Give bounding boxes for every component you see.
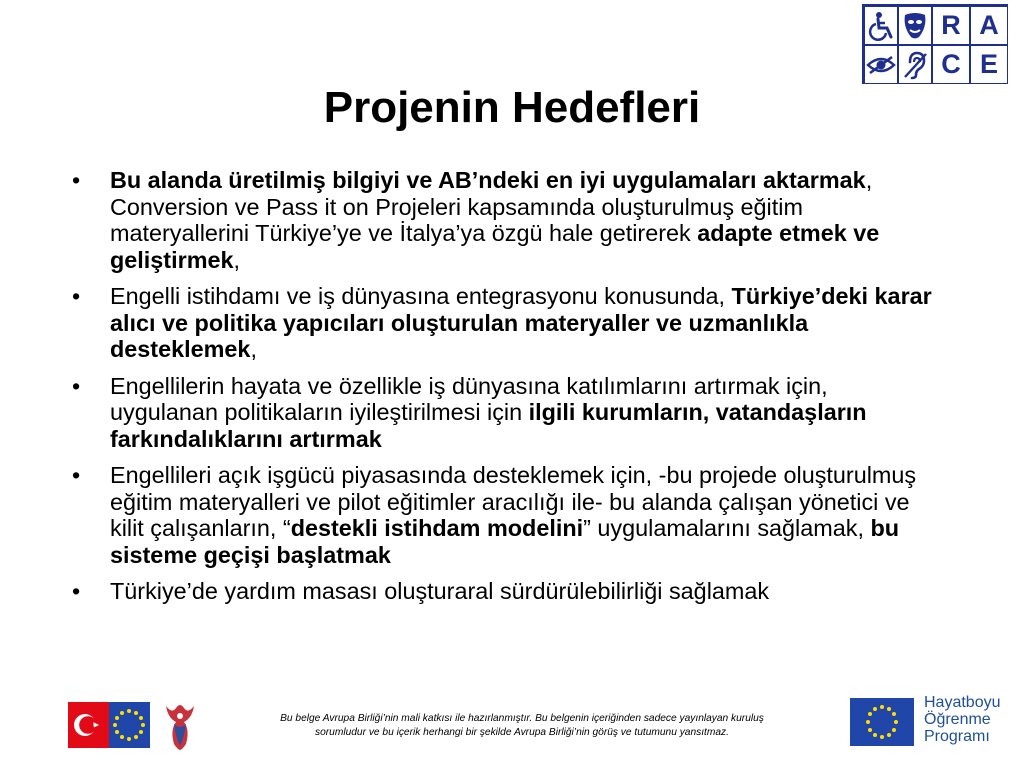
disclaimer-line: sorumludur ve bu içerik herhangi bir şekilde Avrupa Birliği’nin görüş ve tutumunu yansıtmaz. — [315, 727, 729, 738]
program-name-line: Hayatboyu — [924, 694, 1001, 711]
logo-letter-c: C — [932, 45, 970, 84]
bullet-text-bold: bu sisteme geçişi başlatmak — [110, 515, 900, 568]
program-name — [924, 694, 1001, 745]
list-item — [72, 373, 942, 453]
bullet-text: , — [233, 246, 241, 273]
logo-letter-r: R — [932, 6, 970, 45]
bullet-icon: • — [72, 283, 81, 309]
page-title: Projenin Hedefleri — [323, 83, 701, 132]
bullet-icon: • — [72, 578, 81, 604]
bullet-text: Engellileri açık işgücü piyasasında desteklemek için, -bu projede oluşturulmuş eğitim materyalleri ve pilot eğitimler aracılığı ile- bu alanda çalışan yönetici ve kilit çalışanların, “ — [110, 462, 917, 541]
bullet-text-bold: destekli istihdam modelini — [290, 515, 584, 541]
bullet-text-bold: Bu alanda üretilmiş bilgiyi ve AB’ndeki en iyi uygulamaları aktarmak — [110, 167, 866, 193]
bullet-text-bold: ilgili kurumların, vatandaşların farkındalıklarını artırmak — [110, 399, 867, 452]
list-item — [72, 578, 942, 605]
bullet-icon: • — [72, 372, 81, 399]
bullet-text: ” uygulamalarını sağlamak, — [583, 515, 871, 541]
logo-letter-a: A — [970, 6, 1008, 45]
bullet-text-bold: Türkiye’deki karar alıcı ve politika yapıcıları oluşturulan materyaller ve uzmanlıkla desteklemek — [110, 283, 932, 362]
bullet-icon: • — [72, 167, 81, 193]
turkey-flag-icon — [68, 702, 109, 748]
bullet-text: Türkiye’de yardım masası oluşturaral sürdürülebilirliği sağlamak — [110, 578, 770, 604]
turkey-eu-flag-logo — [68, 702, 150, 748]
bullet-text: , Conversion ve Pass it on Projeleri kapsamında oluşturulmuş eğitim materyallerini Türkiye’ye ve İtalya’ya özgü hale getirerek — [110, 167, 873, 246]
lifelong-learning-programme-logo — [850, 694, 1016, 752]
organization-emblem-icon — [162, 700, 198, 752]
bullet-icon: • — [72, 462, 81, 488]
eu-disclaimer — [232, 712, 812, 740]
bullet-text-bold: adapte etmek ve geliştirmek — [110, 220, 880, 273]
disclaimer-line: Bu belge Avrupa Birliği’nin mali katkısı ile hazırlanmıştır. Bu belgenin içeriğinden sadece yayınlayan kuruluş — [280, 713, 764, 724]
list-item — [72, 462, 942, 568]
program-name-line: Öğrenme — [924, 711, 991, 728]
bullet-text: , — [250, 336, 257, 362]
race-logo — [862, 4, 1008, 84]
objectives-list — [72, 167, 942, 615]
list-item — [72, 167, 942, 273]
list-item — [72, 283, 942, 363]
ear-icon — [898, 45, 932, 84]
bullet-text: Engelli istihdamı ve iş dünyasına entegrasyonu konusunda, — [110, 283, 732, 309]
eu-flag-icon — [109, 702, 150, 748]
logo-letter-e: E — [970, 45, 1008, 84]
eye-icon — [864, 45, 898, 84]
wheelchair-icon — [864, 6, 898, 45]
program-name-line: Programı — [924, 728, 990, 745]
face-mask-icon — [898, 6, 932, 45]
eu-flag-icon — [850, 698, 914, 746]
bullet-text: Engellilerin hayata ve özellikle iş dünyasına katılımlarını artırmak için, uygulanan politikaların iyileştirilmesi için — [110, 372, 828, 425]
